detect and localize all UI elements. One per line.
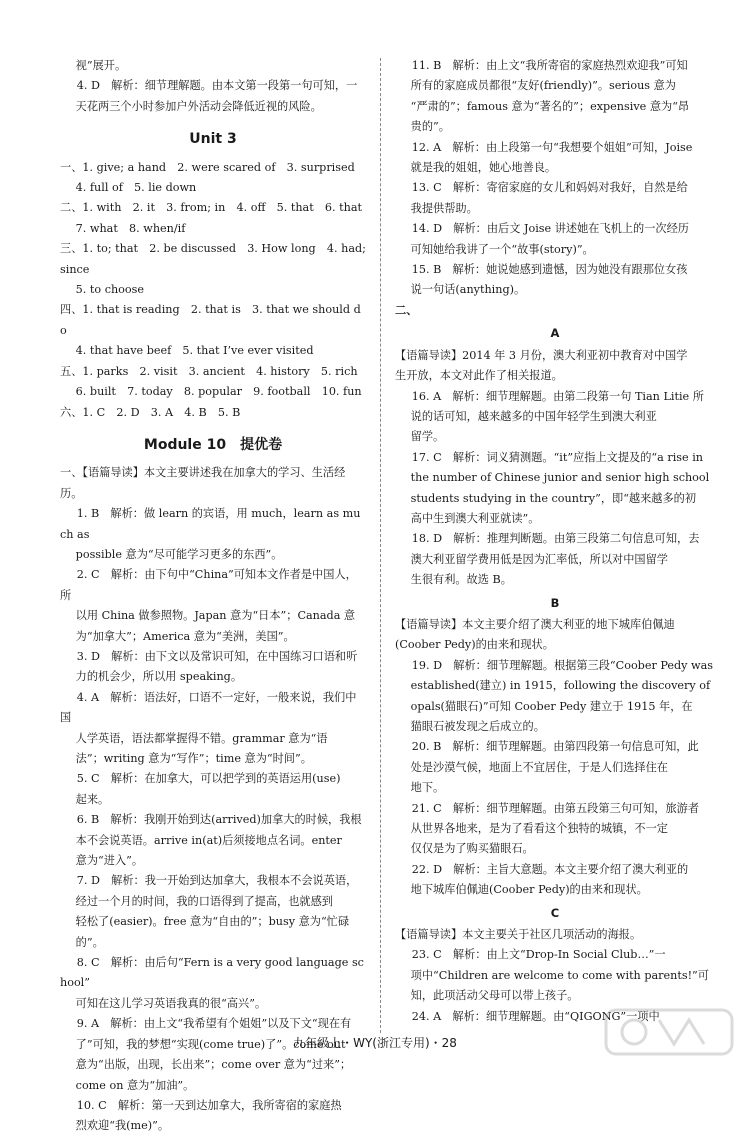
right-continuation-line: the number of Chinese junior and senior high school (410, 471, 710, 485)
left-continuation-line: 法”；writing 意为“写作”；time 意为“时间”。 (75, 752, 312, 765)
right-column (395, 56, 715, 1027)
right-answer-line: 13. C 解析：寄宿家庭的女儿和妈妈对我好，自然是给 (411, 181, 688, 195)
right-answer-line: 20. B 解析：细节理解题。由第四段第一句信息可知，此 (411, 740, 699, 754)
left-answer-line: 7. D 解析：我一开始到达加拿大，我根本不会说英语， (76, 874, 358, 888)
right-continuation-line: 地下城库伯佩迪(Coober Pedy)的由来和现状。 (410, 883, 648, 897)
right-continuation-line: 知，此项活动父母可以带上孩子。 (410, 989, 579, 1003)
right-answer-line: 21. C 解析：细节理解题。由第五段第三句可知，旅游者 (411, 801, 700, 815)
right-continuation-line: 生很有利。故选 B。 (410, 573, 512, 587)
left-text-line: 五、1. parks 2. visit 3. ancient 4. history 5. rich (60, 364, 358, 378)
right-answer-line: 23. C 解析：由上文“Drop-In Social Club…”一 (411, 948, 666, 962)
right-continuation-line: 处是沙漠气候，地面上不宜居住，于是人们选择住在 (410, 760, 668, 774)
right-section-number: 二、 (395, 303, 418, 317)
left-continuation-line: 烈欢迎“我(me)”。 (75, 1119, 170, 1133)
right-passage-label: A (550, 326, 560, 341)
right-continuation-line: students studying in the country”，即“越来越多的初 (410, 491, 697, 505)
left-continuation-line: 以用 China 做参照物。Japan 意为“日本”；Canada 意 (75, 609, 356, 623)
right-continuation-line: 留学。 (410, 430, 445, 444)
right-continuation-line: 仅仅是为了购买猫眼石。 (410, 842, 534, 856)
right-answer-line: 22. D 解析：主旨大意题。本文主要介绍了澳大利亚的 (411, 862, 689, 876)
right-text-line: (Coober Pedy)的由来和现状。 (395, 638, 554, 652)
right-text-line: 【语篇导读】2014 年 3 月份，澳大利亚初中教育对中国学 (395, 348, 688, 362)
right-text-line: 【语篇导读】本文主要关于社区几项活动的海报。 (395, 928, 642, 942)
right-answer-line: 14. D 解析：由后文 Joise 讲述她在飞机上的一次经历 (411, 222, 689, 236)
right-continuation-line: 从世界各地来，是为了看看这个独特的城镇，不一定 (410, 822, 668, 836)
left-continuation-line: 经过一个月的时间，我的口语得到了提高，也就感到 (75, 894, 333, 908)
left-text-line: 四、1. that is reading 2. that is 3. that we should do (60, 303, 361, 337)
right-continuation-line: 贵的”。 (410, 120, 450, 134)
watermark-logo-icon (604, 1006, 734, 1058)
right-answer-line: 11. B 解析：由上文“我所寄宿的家庭热烈欢迎我”可知 (411, 59, 688, 72)
right-answer-line: 17. C 解析：词义猜测题。“it”应指上文提及的“a rise in (411, 450, 703, 464)
right-continuation-line: 猫眼石被发现之后成立的。 (410, 720, 545, 733)
right-text-line: 生开放，本文对此作了相关报道。 (395, 369, 563, 383)
right-continuation-line: established(建立) in 1915，following the discovery of (410, 679, 711, 693)
right-continuation-line: “严肃的”；famous 意为“著名的”；expensive 意为“昂 (410, 99, 690, 113)
right-continuation-line: 项中“Children are welcome to come with parents!”可 (410, 968, 709, 982)
right-continuation-line: 就是我的姐姐，她心地善良。 (410, 161, 557, 175)
right-passage-label: B (550, 595, 560, 610)
left-answer-line: 6. B 解析：我刚开始到达(arrived)加拿大的时候，我根 (76, 813, 362, 827)
right-continuation-line: 地下。 (410, 781, 445, 795)
right-answer-line: 18. D 解析：推理判断题。由第三段第二句信息可知，去 (411, 532, 700, 546)
left-answer-line: 1. B 解析：做 learn 的宾语，用 much，learn as much as (60, 507, 361, 541)
left-answer-line: 3. D 解析：由下文以及常识可知，在中国练习口语和听 (76, 649, 358, 663)
right-answer-line: 15. B 解析：她说她感到遗憾，因为她没有跟那位女孩 (411, 263, 688, 277)
left-continuation-line: 意为“进入”。 (75, 854, 144, 868)
left-answer-line: 4. D 解析：细节理解题。由本文第一段第一句可知，一 (76, 79, 358, 93)
left-text-line: 一、1. give; a hand 2. were scared of 3. surprised (60, 160, 355, 174)
left-answer-line: 9. A 解析：由上文“我希望有个姐姐”以及下文“现在有 (76, 1017, 352, 1031)
right-continuation-line: 所有的家庭成员都很“友好(friendly)”。serious 意为 (410, 79, 676, 93)
left-continuation-line: 起来。 (75, 792, 110, 806)
left-continuation-line: possible 意为“尽可能学习更多的东西”。 (75, 547, 283, 561)
left-continuation-line: 4. that have beef 5. that I’ve ever visited (75, 344, 314, 358)
left-continuation-line: 为“加拿大”；America 意为“美洲，美国”。 (75, 629, 295, 643)
column-divider (380, 58, 381, 1033)
right-continuation-line: 说一句话(anything)。 (410, 283, 526, 297)
left-continuation-line: come on 意为“加油”。 (75, 1078, 195, 1092)
left-continuation-line: 的”。 (75, 935, 104, 949)
right-text-line: 【语篇导读】本文主要介绍了澳大利亚的地下城库伯佩迪 (395, 617, 675, 631)
left-continuation-line: 力的机会少，所以用 speaking。 (75, 670, 243, 684)
left-section-heading: Module 10 提优卷 (143, 436, 283, 453)
left-text-line: 一、【语篇导读】本文主要讲述我在加拿大的学习、生活经历。 (60, 466, 346, 500)
left-text-line: 六、1. C 2. D 3. A 4. B 5. B (60, 405, 241, 419)
left-text-line: 三、1. to; that 2. be discussed 3. How long 4. had; since (60, 242, 366, 276)
right-answer-line: 12. A 解析：由上段第一句“我想要个姐姐”可知，Joise (411, 140, 693, 154)
left-continuation-line: 4. full of 5. lie down (75, 181, 197, 195)
right-passage-label: C (550, 905, 560, 920)
right-continuation-line: 高中生到澳大利亚就读”。 (410, 511, 540, 525)
left-answer-line: 5. C 解析：在加拿大，可以把学到的英语运用(use) (76, 772, 341, 786)
left-continuation-line: 人学英语，语法都掌握得不错。grammar 意为“语 (75, 731, 328, 745)
left-column (60, 56, 366, 1137)
left-continuation-line: 可知在这儿学习英语我真的很“高兴”。 (75, 996, 267, 1010)
left-continuation-line: 了”可知，我的梦想“实现(come true)了”。come out (75, 1037, 346, 1051)
left-text-line: 二、1. with 2. it 3. from; in 4. off 5. that 6. that (60, 201, 362, 215)
right-continuation-line: 我提供帮助。 (410, 201, 478, 215)
left-answer-line: 2. C 解析：由下句中“China”可知本文作者是中国人，所 (60, 568, 357, 602)
right-continuation-line: 说的话可知，越来越多的中国年轻学生到澳大利亚 (410, 409, 657, 423)
left-answer-line: 10. C 解析：第一天到达加拿大，我所寄宿的家庭热 (76, 1098, 342, 1112)
left-continuation-line: 本不会说英语。arrive in(at)后须接地点名词。enter (75, 833, 342, 847)
left-continuation-line: 天花两三个小时参加户外活动会降低近视的风险。 (75, 99, 322, 113)
left-continuation-line: 视”展开。 (75, 59, 127, 72)
right-answer-line: 16. A 解析：细节理解题。由第二段第一句 Tian Litie 所 (411, 389, 704, 403)
left-answer-line: 4. A 解析：语法好，口语不一定好，一般来说，我们中国 (60, 690, 357, 725)
right-answer-line: 19. D 解析：细节理解题。根据第三段“Coober Pedy was (411, 658, 714, 672)
right-continuation-line: 澳大利亚留学费用低是因为汇率低，所以对中国留学 (410, 552, 668, 566)
left-continuation-line: 5. to choose (75, 283, 144, 297)
right-continuation-line: opals(猫眼石)”可知 Coober Pedy 建立于 1915 年，在 (410, 699, 693, 713)
left-continuation-line: 轻松了(easier)。free 意为“自由的”；busy 意为“忙碌 (75, 915, 350, 929)
left-continuation-line: 6. built 7. today 8. popular 9. football 10. fun (75, 385, 362, 399)
page-footer: 九年级上・WY(浙江专用)・28 (293, 1036, 457, 1050)
left-continuation-line: 意为“出版，出现，长出来”；come over 意为“过来”； (75, 1058, 352, 1072)
right-continuation-line: 可知她给我讲了一个“故事(story)”。 (410, 242, 594, 256)
left-continuation-line: 7. what 8. when/if (75, 221, 186, 235)
left-section-heading: Unit 3 (189, 131, 237, 148)
right-answer-line: 24. A 解析：细节理解题。由“QIGONG”一项中 (411, 1009, 660, 1023)
left-answer-line: 8. C 解析：由后句“Fern is a very good language school” (60, 956, 364, 990)
